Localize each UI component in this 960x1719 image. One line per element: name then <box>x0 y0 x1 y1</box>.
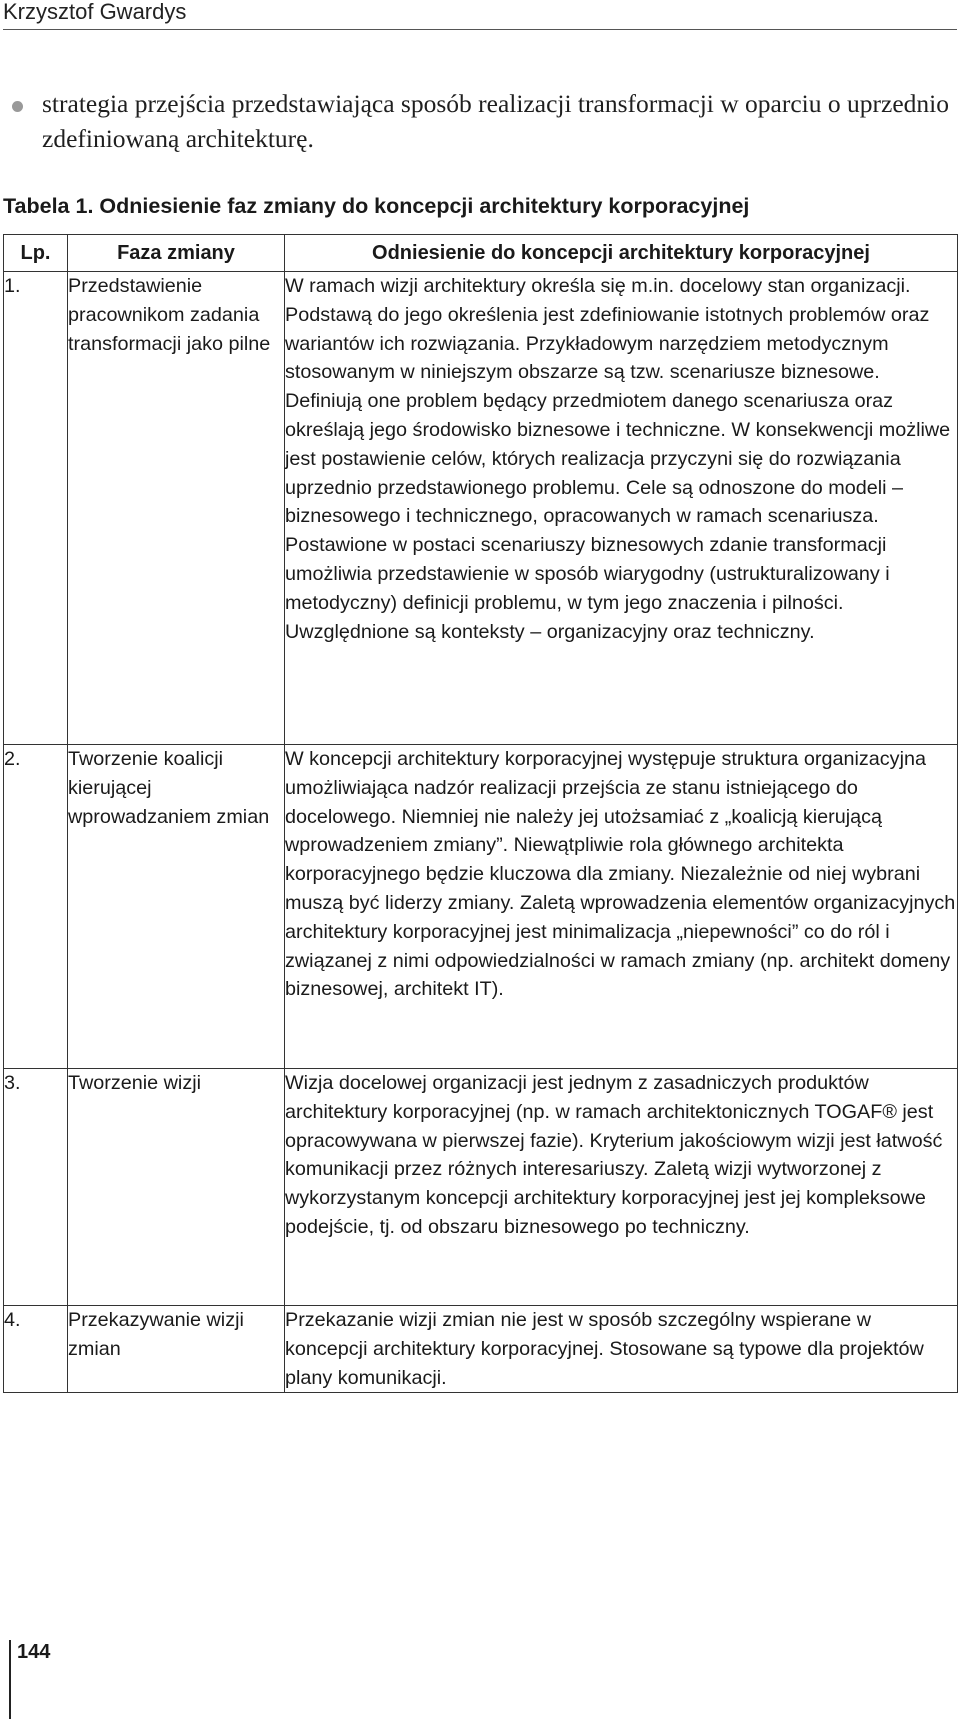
row-phase: Tworzenie koalicji kierującej wprowadzaniem zmian <box>68 745 285 1069</box>
row-lp: 1. <box>4 272 68 745</box>
row-reference: Wizja docelowej organizacji jest jednym z zasadniczych produktów architektury korporacyjnej (np. w ramach architektonicznych TOGAF® jest opracowywana w pierwszej fazie). Kryterium jakościowym wizji jest łatwość komunikacji przez różnych interesariuszy. Zaletą wizji wytworzonej z wykorzystanym koncepcji architektury korporacyjnej jest jej kompleksowe podejście, tj. od obszaru biznesowego po techniczny. <box>285 1069 958 1306</box>
table-caption: Tabela 1. Odniesienie faz zmiany do koncepcji architektury korporacyjnej <box>3 194 750 218</box>
row-lp: 4. <box>4 1306 68 1393</box>
header-phase: Faza zmiany <box>68 235 285 272</box>
table-row <box>4 272 958 745</box>
bullet-dot-icon <box>12 101 23 112</box>
bullet-text: strategia przejścia przedstawiająca sposób realizacji transformacji w oparciu o uprzednio zdefiniowaną architekturę. <box>42 89 949 153</box>
row-lp: 3. <box>4 1069 68 1306</box>
row-phase: Przedstawienie pracownikom zadania transformacji jako pilne <box>68 272 285 745</box>
row-reference: W koncepcji architektury korporacyjnej występuje struktura organizacyjna umożliwiająca nadzór realizacji przejścia ze stanu istniejącego do docelowego. Niemniej nie należy jej utożsamiać z „koalicją kierującą wprowadzeniem zmiany”. Niewątpliwie rola głównego architekta korporacyjnego będzie kluczowa dla zmiany. Niezależnie od niej wybrani muszą być liderzy zmiany. Zaletą wprowadzenia elementów organizacyjnych architektury korporacyjnej jest minimalizacja „niepewności” co do ról i związanej z nimi odpowiedzialności w ramach zmiany (np. architekt domeny biznesowej, architekt IT). <box>285 745 958 1069</box>
row-phase: Tworzenie wizji <box>68 1069 285 1306</box>
header-reference: Odniesienie do koncepcji architektury korporacyjnej <box>285 235 958 272</box>
table-row <box>4 1306 958 1393</box>
header-lp: Lp. <box>4 235 68 272</box>
page-number: 144 <box>17 1641 51 1663</box>
phase-reference-table <box>3 234 958 1393</box>
table-row <box>4 745 958 1069</box>
table-header-row <box>4 235 958 272</box>
row-lp: 2. <box>4 745 68 1069</box>
bullet-list-item <box>12 86 952 156</box>
running-header-author: Krzysztof Gwardys <box>3 0 187 24</box>
header-divider <box>3 29 957 30</box>
footer-rule <box>9 1640 11 1719</box>
row-reference: W ramach wizji architektury określa się m.in. docelowy stan organizacji. Podstawą do jego określenia jest zdefiniowanie istotnych problemów oraz wariantów ich rozwiązania. Przykładowym narzędziem metodycznym stosowanym w niniejszym obszarze są tzw. scenariusze biznesowe. Definiują one problem będący przedmiotem danego scenariusza oraz określają jego środowisko biznesowe i techniczne. W konsekwencji możliwe jest postawienie celów, których realizacja przyczyni się do rozwiązania uprzednio przedstawionego problemu. Cele są odnoszone do modeli – biznesowego i technicznego, opracowanych w ramach scenariusza. Postawione w postaci scenariuszy biznesowych zdanie transformacji umożliwia przedstawienie w sposób wiarygodny (ustrukturalizowany i metodyczny) definicji problemu, w tym jego znaczenia i pilności. Uwzględnione są konteksty – organizacyjny oraz techniczny. <box>285 272 958 745</box>
table-row <box>4 1069 958 1306</box>
row-phase: Przekazywanie wizji zmian <box>68 1306 285 1393</box>
row-reference: Przekazanie wizji zmian nie jest w sposób szczególny wspierane w koncepcji architektury korporacyjnej. Stosowane są typowe dla projektów plany komunikacji. <box>285 1306 958 1393</box>
